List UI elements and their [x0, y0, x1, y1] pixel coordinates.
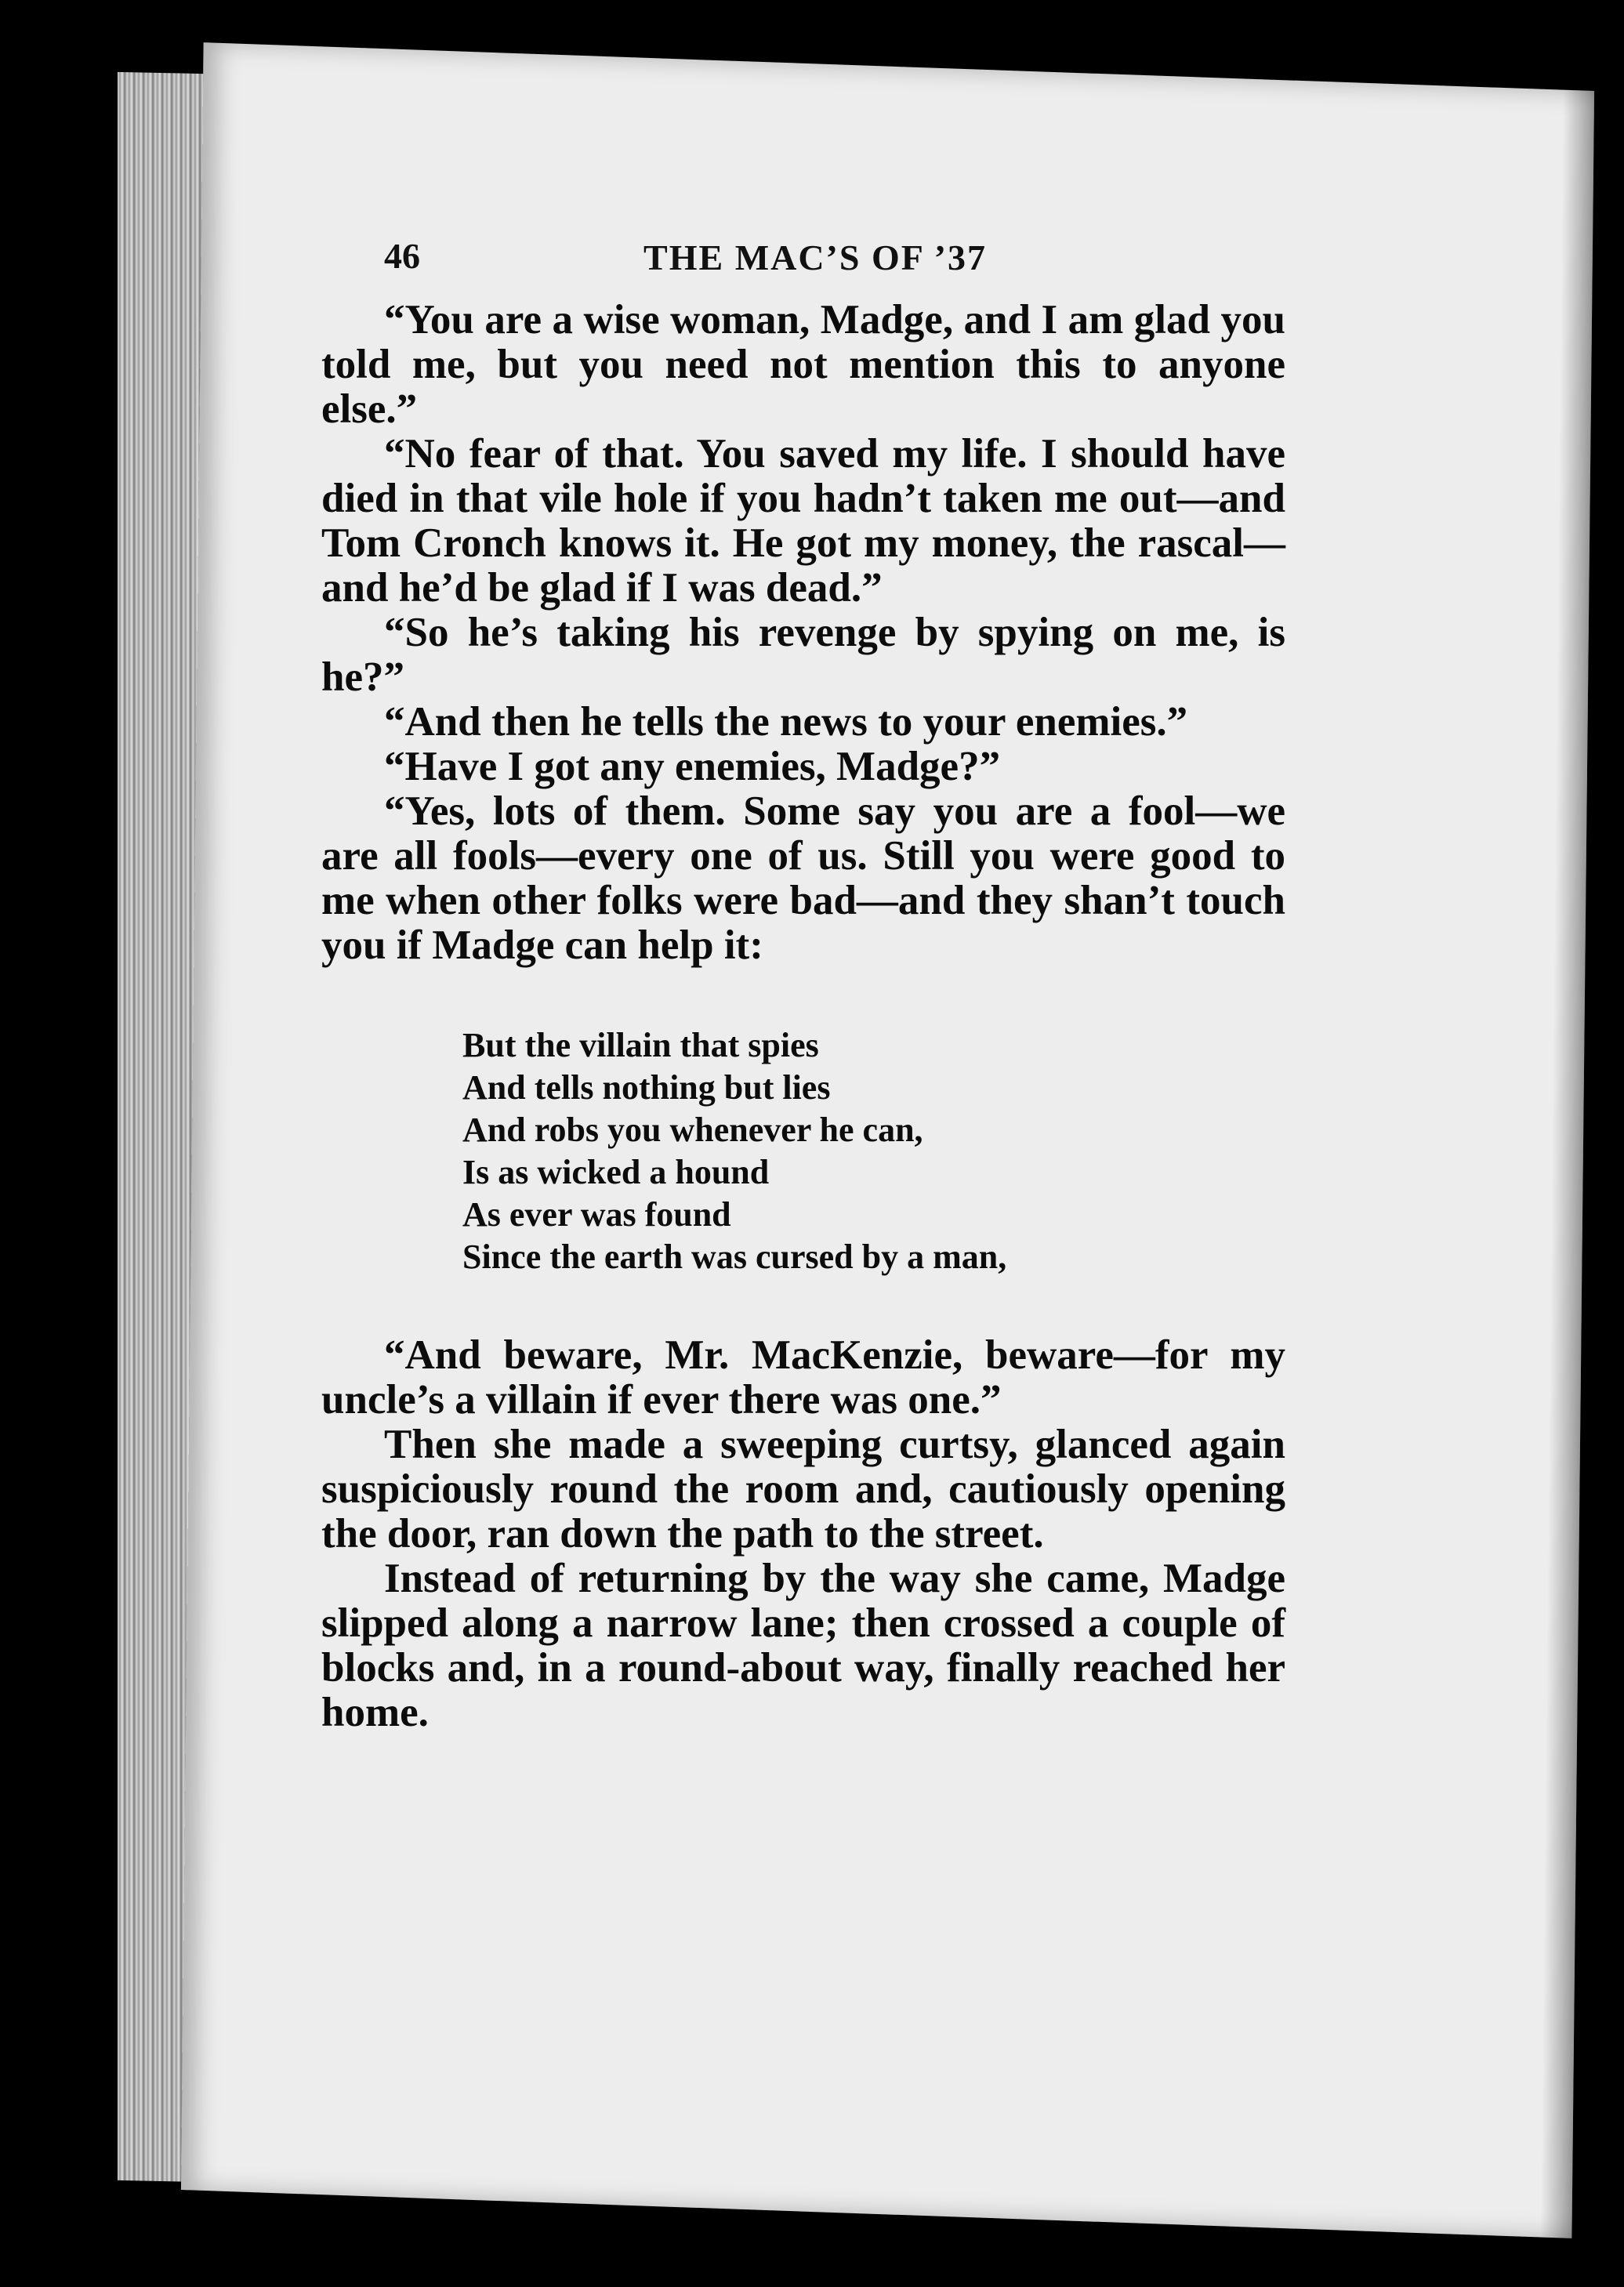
- paragraph: “And then he tells the news to your enemies.”: [384, 699, 1188, 745]
- poem-line: Is as wicked a hound: [462, 1153, 770, 1191]
- body-text: [321, 298, 1285, 1735]
- poem-line: As ever was found: [462, 1195, 731, 1234]
- poem-line: And tells nothing but lies: [462, 1068, 831, 1107]
- poem-line: But the villain that spies: [462, 1026, 819, 1064]
- poem-line: Since the earth was cursed by a man,: [462, 1238, 1007, 1276]
- running-head: [384, 235, 1262, 290]
- page-shadow: [1540, 90, 1594, 2238]
- paragraph: “So he’s taking his revenge by spying on me, is he?”: [321, 610, 1285, 700]
- paragraph: “No fear of that. You saved my life. I should have died in that vile hole if you hadn’t taken me out—and Tom Cronch knows it. He got my money, the rascal—and he’d be glad if I was dead.”: [321, 431, 1285, 611]
- paragraph: “Have I got any enemies, Madge?”: [384, 744, 1001, 789]
- paragraph: “Yes, lots of them. Some say you are a fool—we are all fools—every one of us. Still you were good to me when other folks were bad—and they shan’t touch you if Madge can help it:: [321, 788, 1285, 968]
- poem-line: And robs you whenever he can,: [462, 1111, 923, 1149]
- paragraph: Then she made a sweeping curtsy, glanced again suspiciously round the room and, cautiously opening the door, ran down the path to the street.: [321, 1422, 1285, 1557]
- page-number: 46: [384, 236, 420, 276]
- paragraph: “You are a wise woman, Madge, and I am glad you told me, but you need not mention this to anyone else.”: [321, 297, 1285, 432]
- paragraph: “And beware, Mr. MacKenzie, beware—for my uncle’s a villain if ever there was one.”: [321, 1332, 1285, 1423]
- paragraph: Instead of returning by the way she came, Madge slipped along a narrow lane; then crossed a couple of blocks and, in a round-about way, finally reached her home.: [321, 1556, 1285, 1735]
- book-title: THE MAC’S OF ’37: [643, 237, 987, 277]
- poem: [462, 1024, 1285, 1278]
